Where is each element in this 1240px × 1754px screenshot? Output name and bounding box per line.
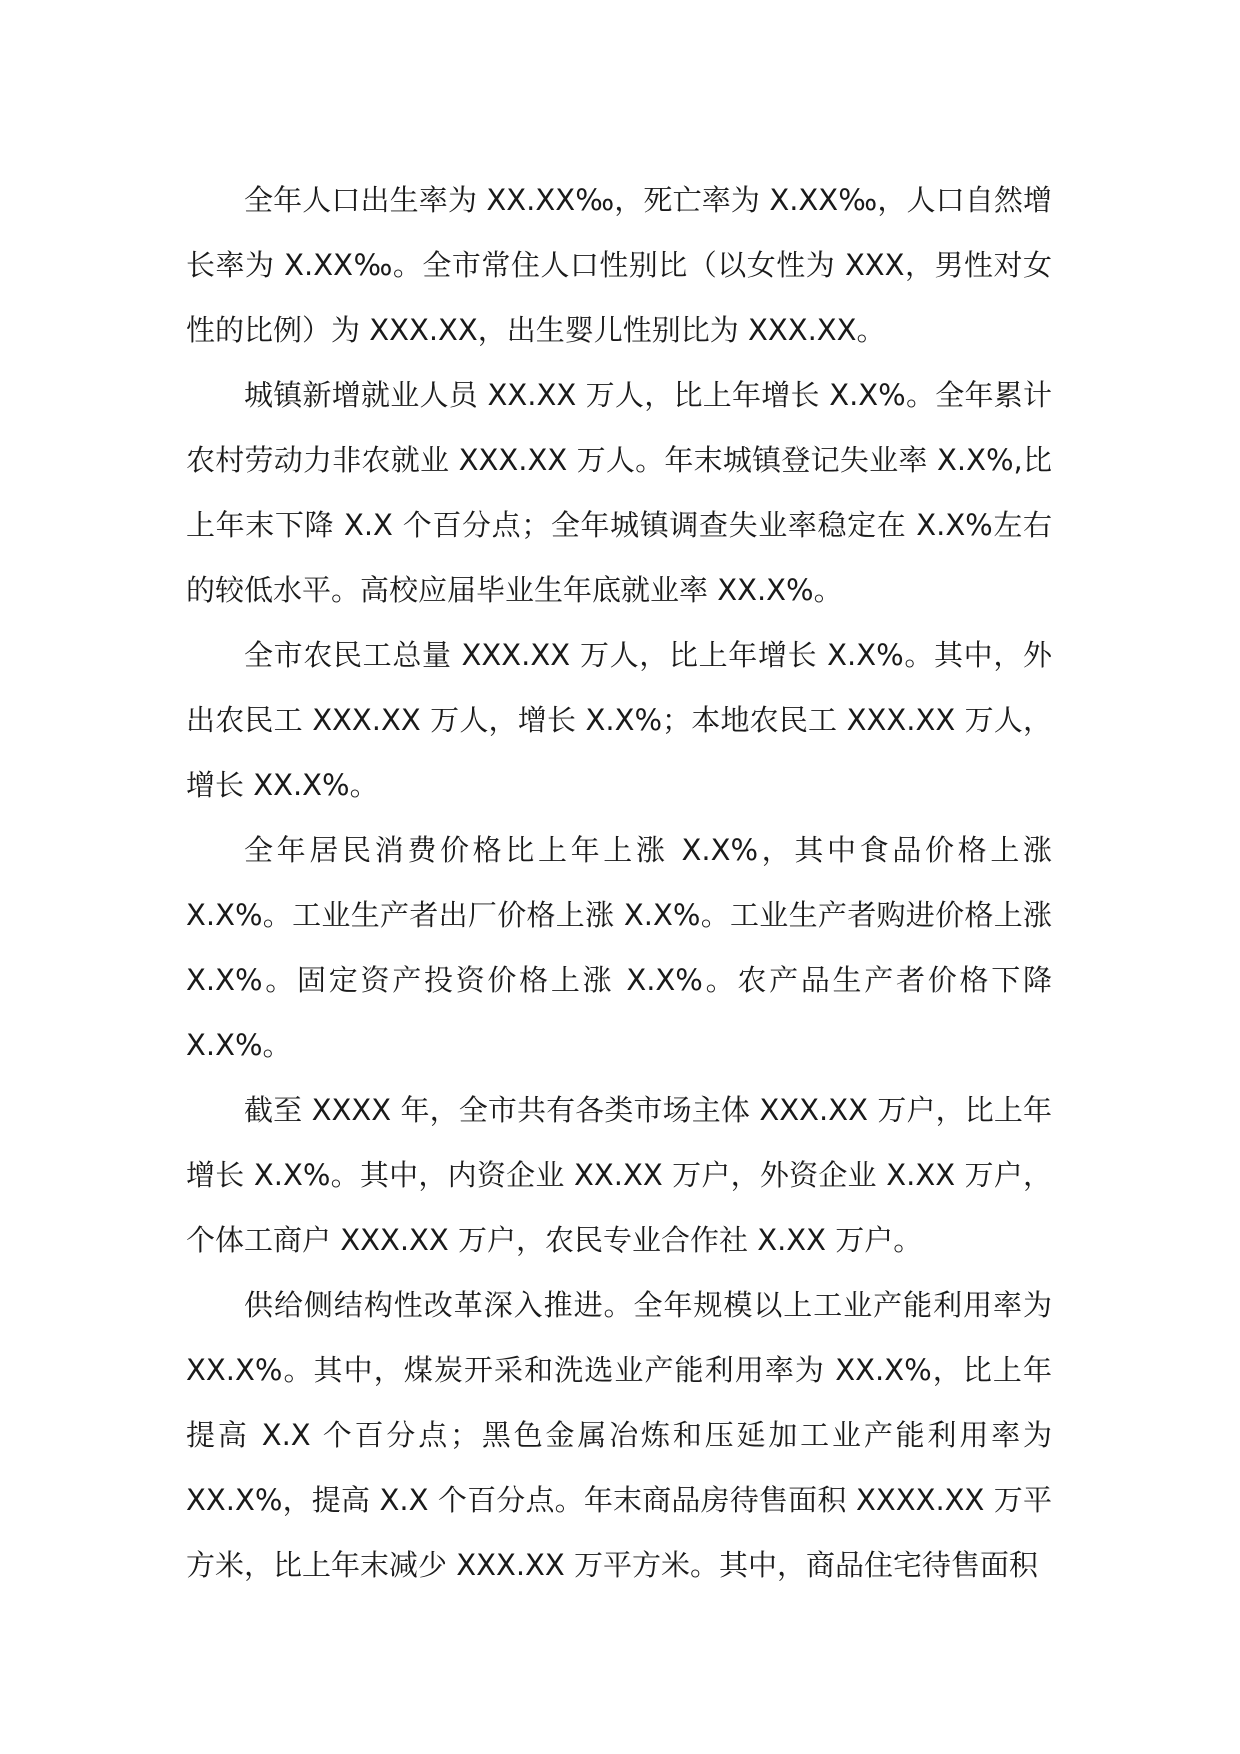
paragraph-population: 全年人口出生率为 XX.XX‰，死亡率为 X.XX‰，人口自然增长率为 X.XX‰。全市常住人口性别比（以女性为 XXX，男性对女性的比例）为 XXX.XX，出生婴儿性别比为 XXX.XX。 xyxy=(186,183,1052,347)
document-body xyxy=(186,168,1052,1598)
paragraph-prices: 全年居民消费价格比上年上涨 X.X%，其中食品价格上涨 X.X%。工业生产者出厂价格上涨 X.X%。工业生产者购进价格上涨 X.X%。固定资产投资价格上涨 X.X%。农产品生产者价格下降 X.X%。 xyxy=(186,833,1052,1062)
paragraph-market-entities: 截至 XXXX 年，全市共有各类市场主体 XXX.XX 万户，比上年增长 X.X%。其中，内资企业 XX.XX 万户，外资企业 X.XX 万户，个体工商户 XXX.XX 万户，农民专业合作社 X.XX 万户。 xyxy=(186,1093,1052,1257)
paragraph-employment: 城镇新增就业人员 XX.XX 万人，比上年增长 X.X%。全年累计农村劳动力非农就业 XXX.XX 万人。年末城镇登记失业率 X.X%,比上年末下降 X.X 个百分点；全年城镇调查失业率稳定在 X.X%左右的较低水平。高校应届毕业生年底就业率 XX.X%。 xyxy=(186,378,1052,607)
paragraph-supply-side-reform: 供给侧结构性改革深入推进。全年规模以上工业产能利用率为 XX.X%。其中，煤炭开采和洗选业产能利用率为 XX.X%，比上年提高 X.X 个百分点；黑色金属冶炼和压延加工业产能利用率为 XX.X%，提高 X.X 个百分点。年末商品房待售面积 XXXX.XX 万平方米，比上年末减少 XXX.XX 万平方米。其中，商品住宅待售面积 xyxy=(186,1288,1052,1582)
paragraph-migrant-workers: 全市农民工总量 XXX.XX 万人，比上年增长 X.X%。其中，外出农民工 XXX.XX 万人，增长 X.X%；本地农民工 XXX.XX 万人，增长 XX.X%。 xyxy=(186,638,1052,802)
